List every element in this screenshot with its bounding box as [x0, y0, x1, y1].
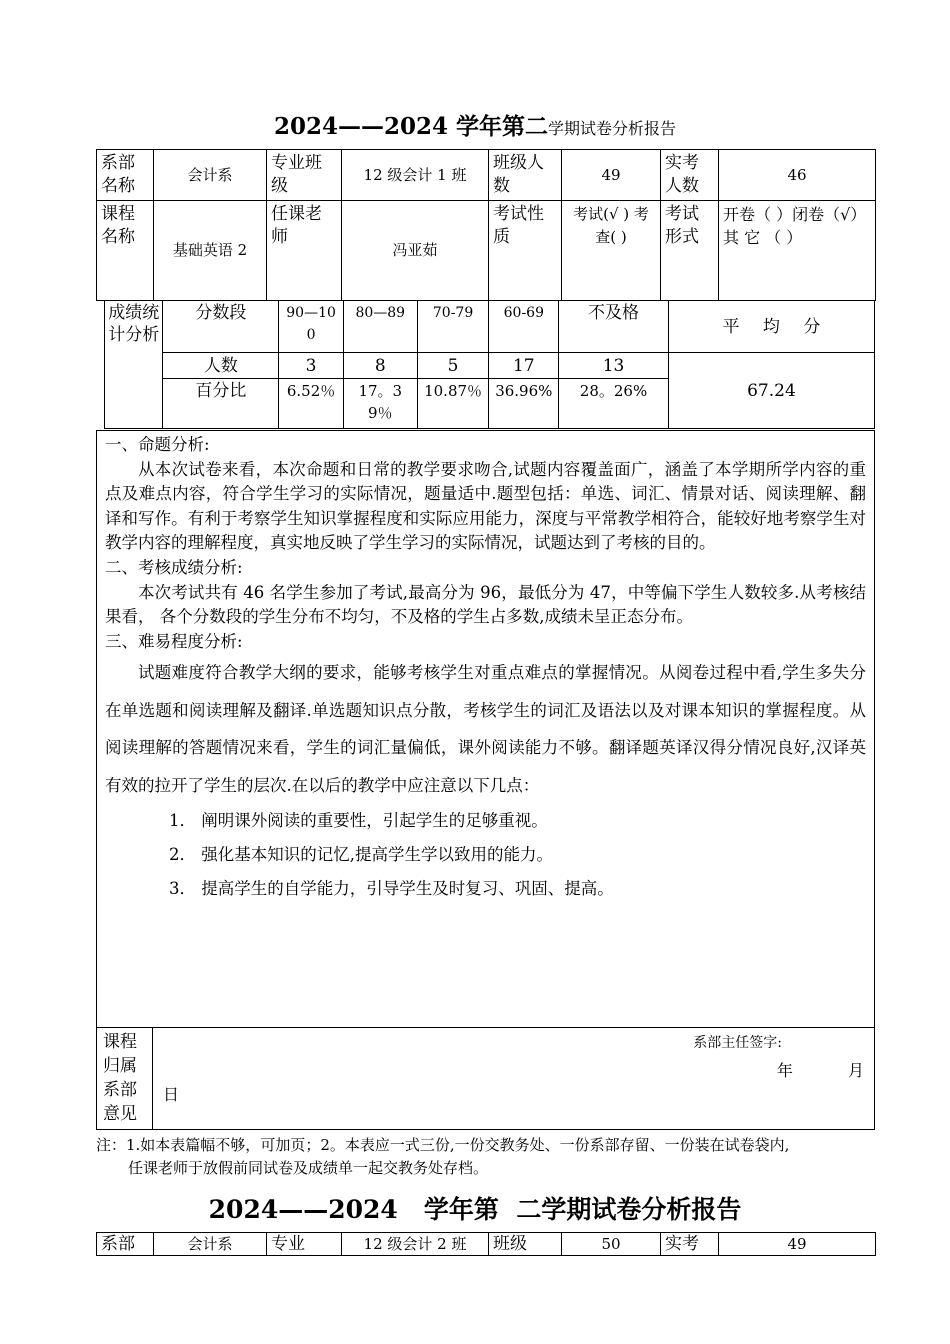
footnote: [96, 1134, 886, 1180]
exam-form-label: 考试形式: [661, 201, 719, 301]
footnote-line-2: 任课老师于放假前同试卷及成绩单一起交教务处存档。: [128, 1159, 489, 1177]
range-90-100: 90—100: [279, 301, 344, 353]
signature-label: 系部主任签字:: [693, 1035, 782, 1051]
percent-80-89: 17。39％: [343, 379, 417, 429]
analysis-section: [96, 430, 875, 1028]
range-70-79: 70-79: [417, 301, 489, 353]
report-title-rest: 学期试卷分析报告: [548, 119, 677, 138]
teacher-label: 任课老师: [267, 201, 342, 301]
analysis-heading-1: 一、命题分析:: [105, 435, 210, 454]
list-item: 2． 强化基本知识的记忆,提高学生学以致用的能力。: [169, 845, 553, 865]
average-label: 平 均 分: [668, 301, 874, 353]
major-value: 12 级会计 1 班: [342, 150, 489, 201]
dept-value: 会计系: [154, 1233, 267, 1256]
range-60-69: 60-69: [489, 301, 559, 353]
exam-nature-value: 考试(√ ) 考查( ): [562, 201, 661, 301]
analysis-paragraph-1: 从本次试卷来看，本次命题和日常的教学要求吻合,试题内容覆盖面广，涵盖了本学期所学内容的重点及难点内容，符合学生学习的实际情况，题量适中.题型包括：单选、词汇、情景对话、阅读理解、翻译和写作。有利于考察学生知识掌握程度和实际应用能力，深度与平常教学相符合，能较好地考察学生对教学内容的理解程度，真实地反映了学生学习的实际情况，试题达到了考核的目的。: [105, 459, 866, 553]
analysis-heading-3: 三、难易程度分析:: [105, 631, 243, 651]
second-report-table: [96, 1232, 876, 1256]
major-label: 专业班级: [267, 150, 342, 201]
major-value: 12 级会计 2 班: [342, 1233, 489, 1256]
percent-90-100: 6.52％: [279, 379, 344, 429]
count-90-100: 3: [279, 353, 344, 379]
actual-count-value: 46: [719, 150, 876, 201]
course-value: 基础英语 2: [154, 201, 267, 301]
score-section-label: 成绩统计分析: [105, 301, 163, 429]
list-item: 3． 提高学生的自学能力，引导学生及时复习、巩固、提高。: [169, 879, 614, 899]
course-info-table: [96, 149, 876, 301]
analysis-heading-2: 二、考核成绩分析:: [105, 557, 243, 577]
actual-count-label: 实考: [661, 1233, 719, 1256]
exam-form-options: 开卷（ ）闭卷（√）: [723, 205, 867, 224]
percent-70-79: 10.87％: [417, 379, 489, 429]
teacher-value: 冯亚茹: [342, 201, 489, 301]
second-report-title: 2024——2024 学年第 二学期试卷分析报告: [208, 1195, 742, 1224]
class-count-value: 50: [562, 1233, 661, 1256]
date-day: 日: [163, 1085, 180, 1104]
count-80-89: 8: [343, 353, 417, 379]
count-fail: 13: [559, 353, 669, 379]
footnote-line-1: 注：1.如本表篇幅不够，可加页；2。本表应一式三份,一份交教务处、一份系部存留、一份装在试卷袋内,: [96, 1136, 790, 1154]
count-label: 人数: [163, 353, 279, 379]
analysis-paragraph-2: 本次考试共有 46 名学生参加了考试,最高分为 96，最低分为 47，中等偏下学生人数较多.从考核结果看， 各个分数段的学生分布不均匀，不及格的学生占多数,成绩未呈正态分布。: [105, 582, 866, 627]
major-label: 专业: [267, 1233, 342, 1256]
report-title: [0, 108, 950, 141]
percent-60-69: 36.96%: [489, 379, 559, 429]
percent-fail: 28。26%: [559, 379, 669, 429]
range-80-89: 80—89: [343, 301, 417, 353]
date-year-month: 年 月: [776, 1061, 864, 1080]
course-label: 课程名称: [97, 201, 154, 301]
range-fail: 不及格: [559, 301, 669, 353]
dept-value: 会计系: [154, 150, 267, 201]
class-count-label: 班级人数: [489, 150, 562, 201]
dept-label: 系部名称: [97, 150, 154, 201]
dept-opinion-section: [96, 1027, 875, 1130]
dept-opinion-label: 课程归属系部意见: [97, 1028, 153, 1129]
score-stats-table: [104, 300, 875, 429]
report-title-main: 2024——2024 学年第二: [273, 113, 549, 140]
actual-count-label: 实考人数: [661, 150, 719, 201]
average-value: 67.24: [668, 353, 874, 429]
exam-form-other: 其 它 （ ）: [723, 228, 803, 247]
count-60-69: 17: [489, 353, 559, 379]
exam-nature-label: 考试性质: [489, 201, 562, 301]
dept-label: 系部: [97, 1233, 154, 1256]
class-count-value: 49: [562, 150, 661, 201]
class-count-label: 班级: [489, 1233, 562, 1256]
percent-label: 百分比: [163, 379, 279, 429]
count-70-79: 5: [417, 353, 489, 379]
analysis-paragraph-3: 试题难度符合教学大纲的要求，能够考核学生对重点难点的掌握情况。从阅卷过程中看,学生多失分在单选题和阅读理解及翻译.单选题知识点分散，考核学生的词汇及语法以及对课本知识的掌握程度。从阅读理解的答题情况来看，学生的词汇量偏低，课外阅读能力不够。翻译题英译汉得分情况良好,汉译英有效的拉开了学生的层次.在以后的教学中应注意以下几点：: [105, 663, 866, 795]
list-item: 1． 阐明课外阅读的重要性，引起学生的足够重视。: [169, 811, 548, 831]
exam-form-value: [719, 201, 876, 301]
actual-count-value: 49: [719, 1233, 876, 1256]
range-label: 分数段: [163, 301, 279, 353]
